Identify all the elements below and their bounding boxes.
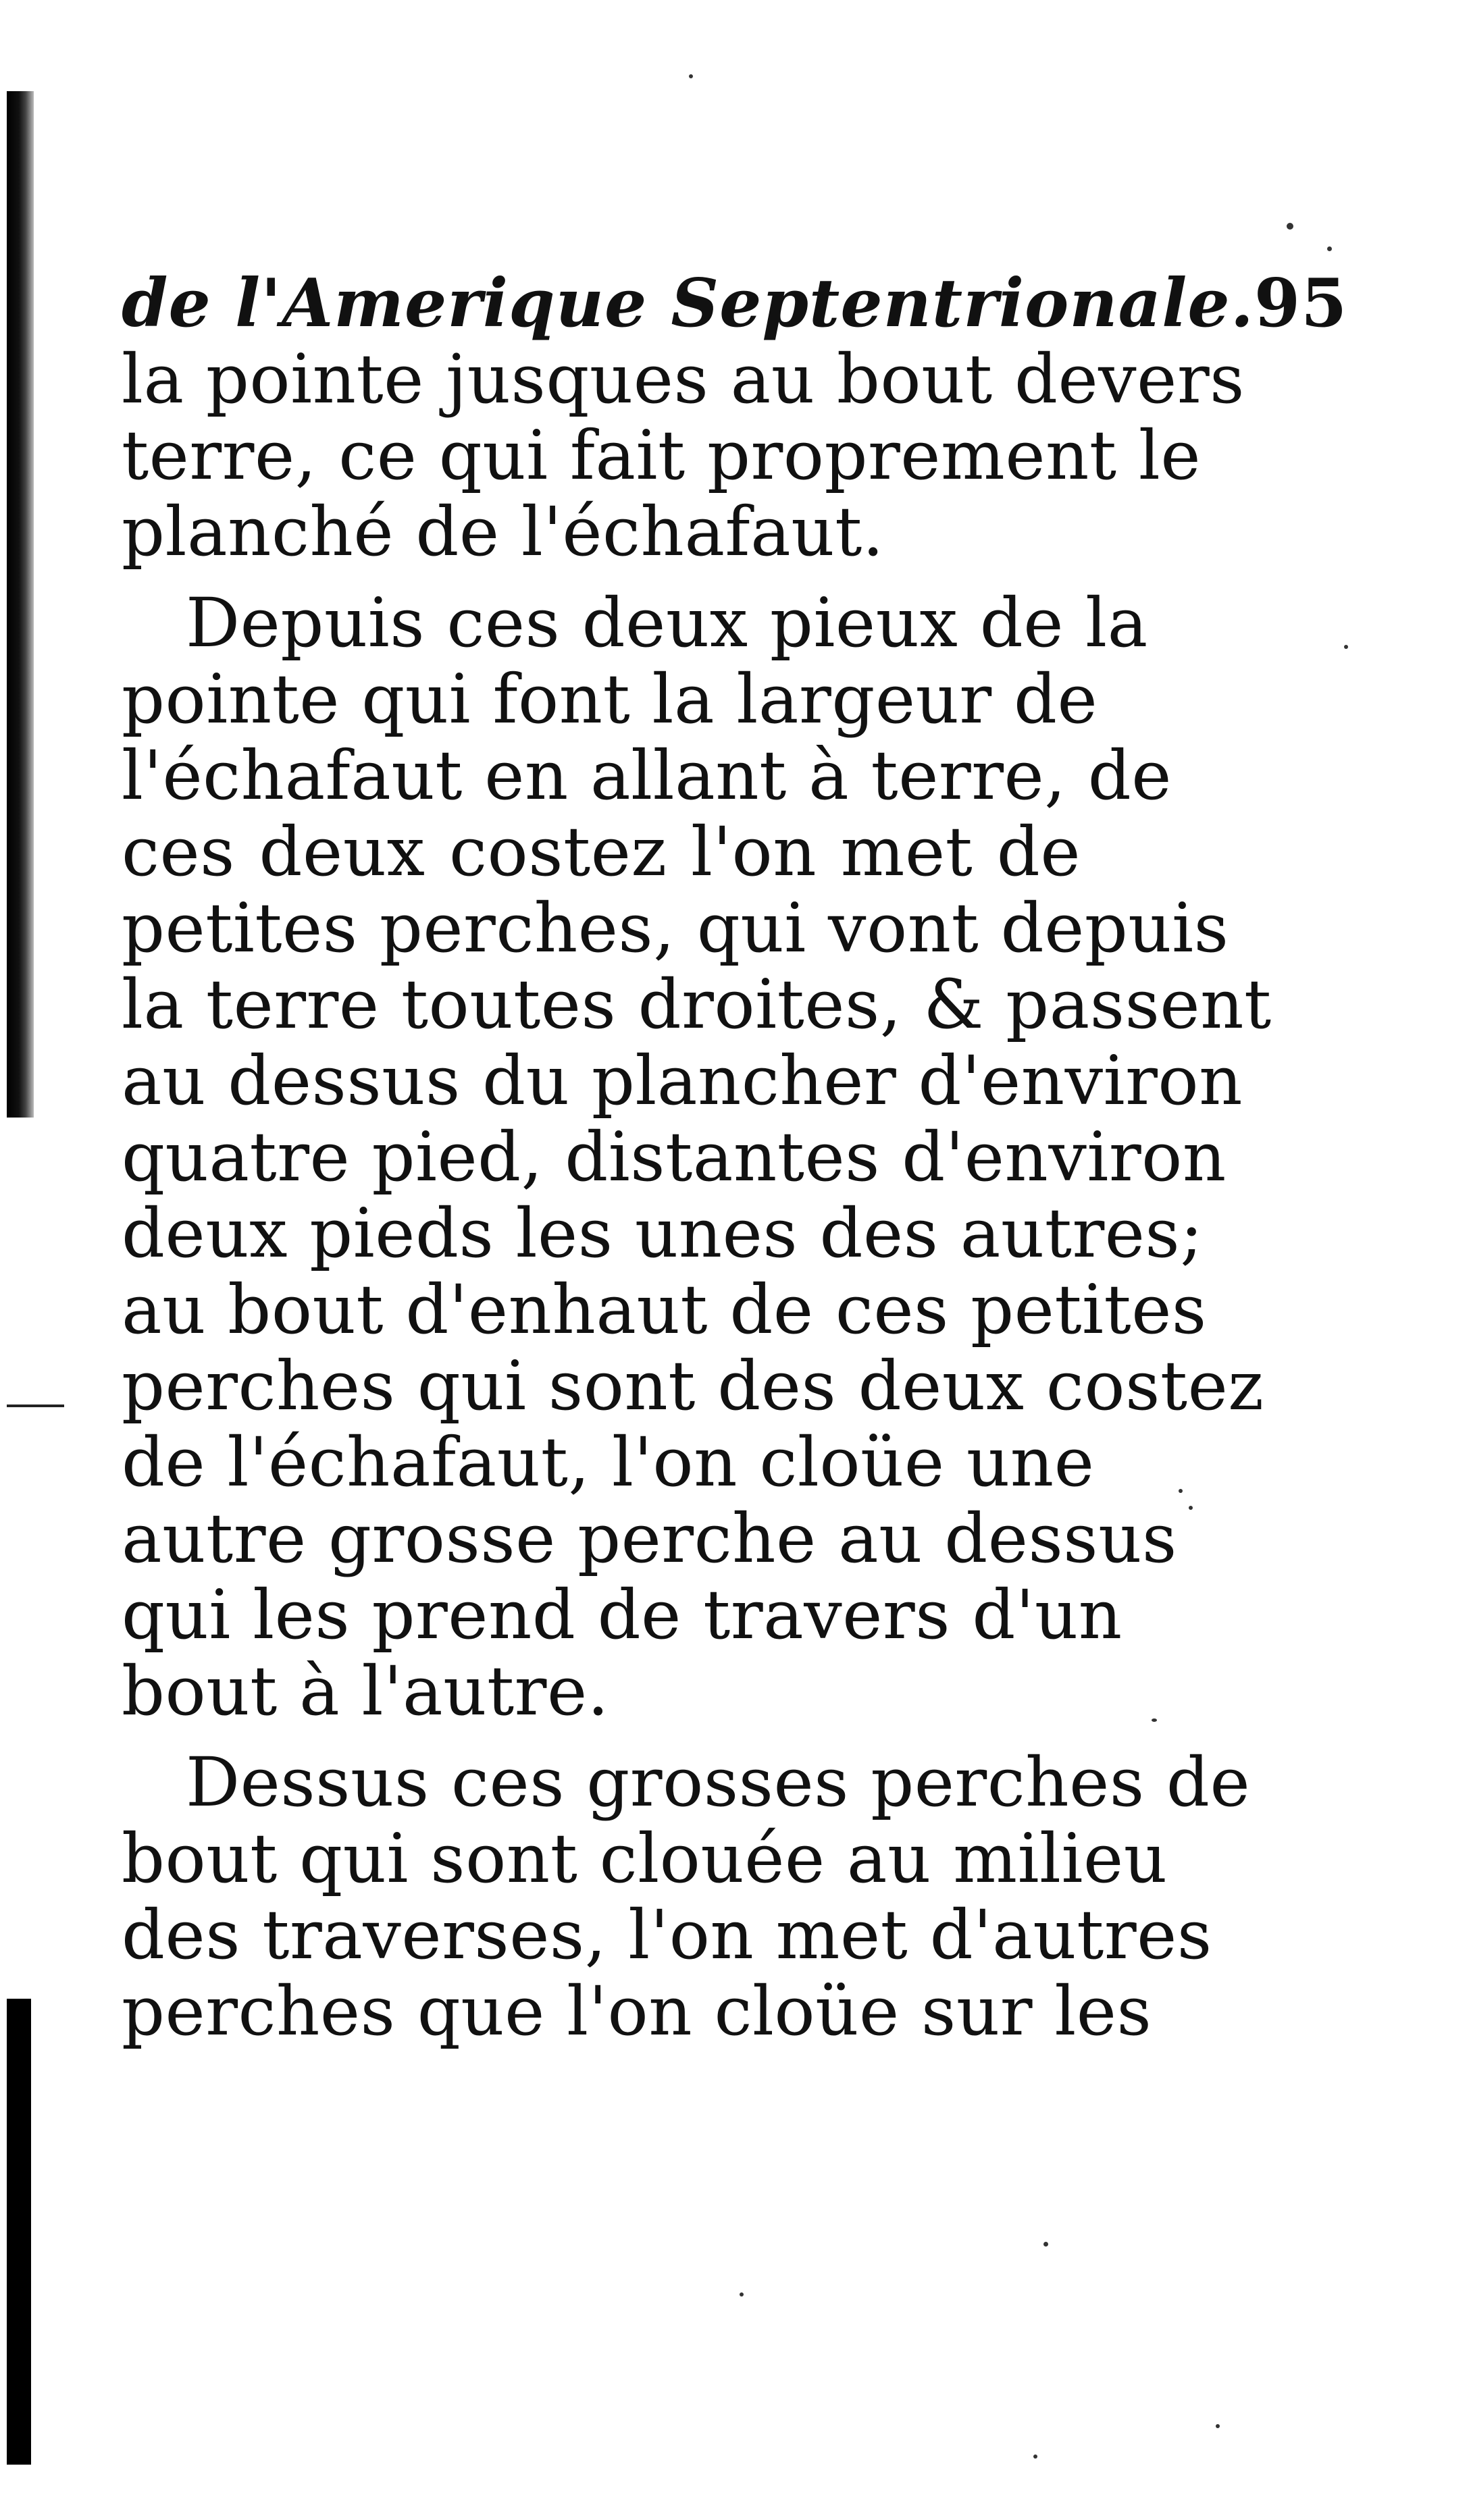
- text-line: terre, ce qui fait proprement le: [122, 416, 1202, 495]
- text-line: pointe qui font la largeur de: [122, 660, 1098, 739]
- page-number: 95: [1254, 265, 1348, 342]
- text-line: bout qui sont clouée au milieu: [122, 1819, 1168, 1898]
- paragraph-3: [122, 1743, 1251, 2051]
- text-line: autre grosse perche au dessus: [122, 1499, 1177, 1578]
- text-line: planché de l'échafaut.: [122, 492, 885, 571]
- margin-mark: [7, 1405, 64, 1407]
- text-line: bout à l'autre.: [122, 1652, 609, 1731]
- paragraph-2: [122, 583, 1272, 1731]
- text-line: des traverses, l'on met d'autres: [122, 1895, 1212, 1974]
- text-line: de l'échafaut, l'on cloüe une: [122, 1423, 1095, 1502]
- text-line: Dessus ces grosses perches de: [186, 1743, 1251, 1822]
- text-line: la terre toutes droites, & passent: [122, 965, 1272, 1044]
- text-line: deux pieds les unes des autres;: [122, 1194, 1204, 1273]
- scan-edge-shadow-top: [7, 91, 34, 1118]
- text-line: perches que l'on cloüe sur les: [122, 1972, 1152, 2051]
- text-line: au dessus du plancher d'environ: [122, 1041, 1243, 1120]
- text-line: la pointe jusques au bout devers: [122, 340, 1245, 419]
- text-line: qui les prend de travers d'un: [122, 1575, 1122, 1654]
- text-block: [122, 265, 1348, 2051]
- text-line: au bout d'enhaut de ces petites: [122, 1270, 1207, 1349]
- text-line: ces deux costez l'on met de: [122, 812, 1081, 891]
- text-line: perches qui sont des deux costez: [122, 1346, 1264, 1425]
- paragraph-1: [122, 340, 1245, 571]
- text-line: petites perches, qui vont depuis: [122, 889, 1229, 968]
- text-line: quatre pied, distantes d'environ: [122, 1118, 1227, 1197]
- text-line: l'échafaut en allant à terre, de: [122, 736, 1172, 815]
- running-title: de l'Amerique Septentrionale.: [122, 265, 1254, 342]
- text-line: Depuis ces deux pieux de la: [186, 583, 1148, 662]
- running-header: [122, 265, 1348, 342]
- scan-edge-shadow-bottom: [7, 1999, 31, 2465]
